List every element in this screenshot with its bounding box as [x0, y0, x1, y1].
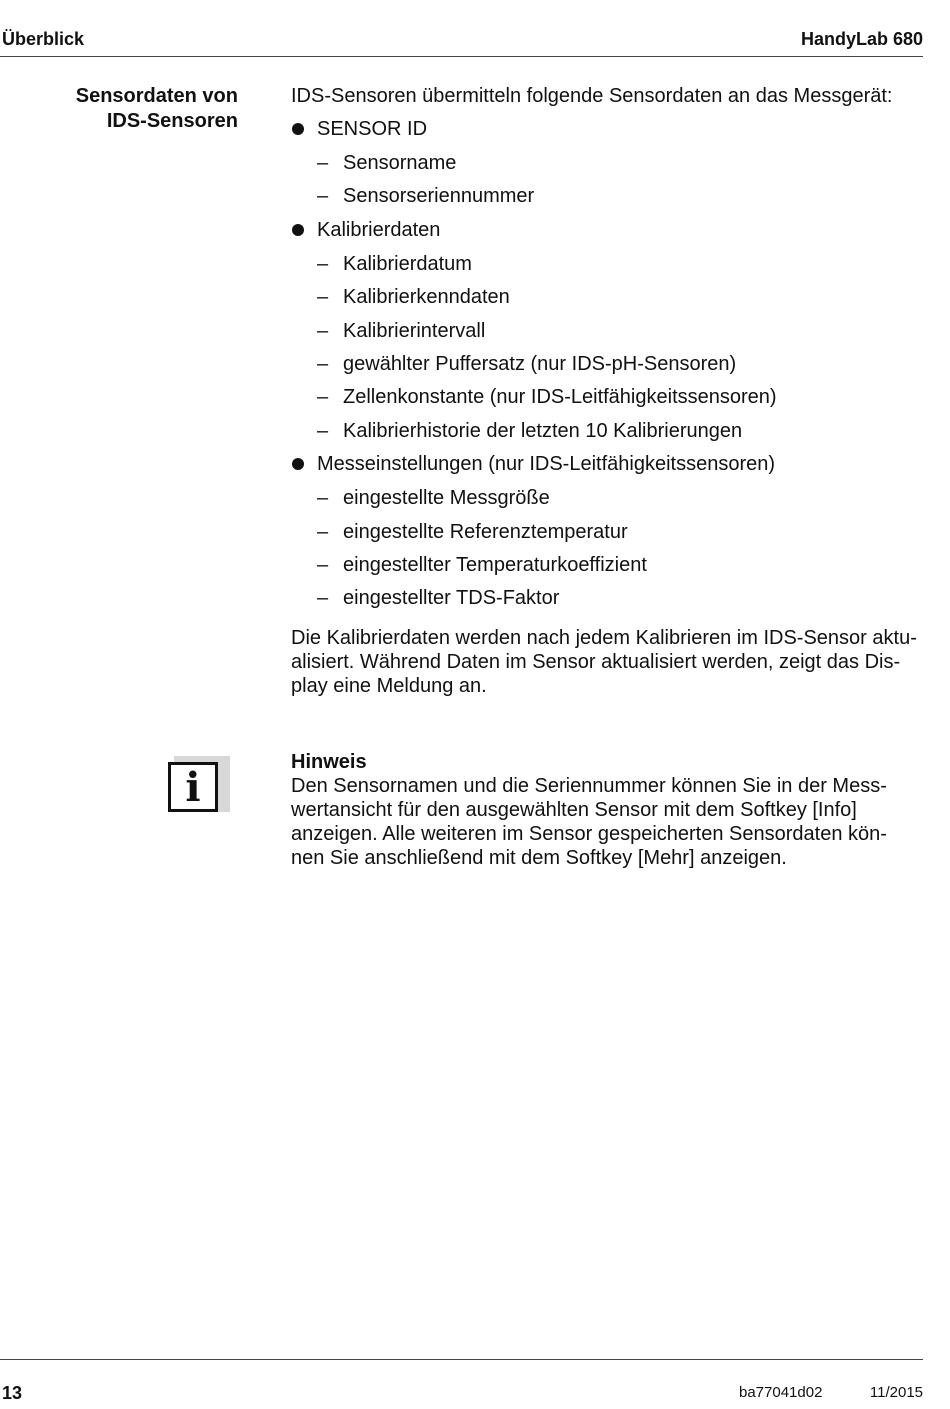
note-line: anzeigen. Alle weiteren im Sensor gespeicherten Sensordaten kön-	[291, 823, 887, 845]
page-footer	[0, 1359, 923, 1403]
sub-item	[291, 151, 924, 175]
sub-item-label: Kalibrierhistorie der letzten 10 Kalibrierungen	[343, 419, 743, 442]
header-section-title: Überblick	[2, 29, 85, 49]
bullet-item	[291, 117, 924, 141]
main-content	[291, 84, 924, 698]
bullet-item	[291, 452, 924, 476]
sub-item	[291, 184, 924, 208]
sub-item-label: Zellenkonstante (nur IDS-Leitfähigkeitssensoren)	[343, 386, 777, 409]
sub-item	[291, 586, 924, 610]
sub-item	[291, 486, 924, 510]
info-icon	[168, 756, 230, 818]
dash-icon: –	[317, 152, 329, 174]
sub-item	[291, 285, 924, 309]
note-block	[291, 750, 924, 870]
page-number: 13	[2, 1383, 23, 1403]
dash-icon: –	[317, 252, 329, 275]
dash-icon: –	[317, 286, 329, 309]
dash-icon: –	[317, 386, 329, 409]
side-heading-line: IDS-Sensoren	[106, 110, 238, 132]
dash-icon: –	[317, 587, 329, 610]
bullet-dot-icon	[292, 224, 304, 236]
bullet-label: Kalibrierdaten	[317, 218, 441, 241]
paragraph-line: Die Kalibrierdaten werden nach jedem Kalibrieren im IDS-Sensor aktu-	[291, 627, 917, 650]
info-icon-box	[168, 762, 218, 812]
note-title: Hinweis	[291, 751, 367, 773]
note-line: nen Sie anschließend mit dem Softkey [Mehr] anzeigen.	[291, 847, 787, 869]
sub-item	[291, 419, 924, 443]
sub-item-label: Kalibrierkenndaten	[343, 286, 510, 309]
sub-item	[291, 252, 924, 276]
page-header	[0, 26, 923, 57]
paragraph-line: play eine Meldung an.	[291, 675, 487, 698]
note-line: Den Sensornamen und die Seriennummer können Sie in der Mess-	[291, 775, 887, 797]
sub-item-label: eingestellter Temperaturkoeffizient	[343, 553, 647, 576]
sub-item-label: eingestellte Referenztemperatur	[343, 520, 628, 543]
bullet-label: SENSOR ID	[317, 118, 428, 140]
header-product-name: HandyLab 680	[800, 29, 923, 49]
document-date: 11/2015	[869, 1384, 923, 1401]
note-line: wertansicht für den ausgewählten Sensor mit dem Softkey [Info]	[291, 799, 857, 821]
dash-icon: –	[317, 419, 329, 442]
side-heading	[30, 84, 238, 134]
sub-item-label: Kalibrierintervall	[343, 319, 486, 342]
dash-icon: –	[317, 185, 329, 208]
bullet-item	[291, 218, 924, 242]
bullet-dot-icon	[292, 458, 304, 470]
sub-item-label: Sensorname	[343, 152, 457, 174]
sub-item	[291, 352, 924, 376]
document-code: ba77041d02	[739, 1384, 823, 1401]
sub-item-label: gewählter Puffersatz (nur IDS-pH-Sensoren)	[343, 352, 737, 375]
bullet-label: Messeinstellungen (nur IDS-Leitfähigkeitssensoren)	[317, 453, 776, 476]
bullet-dot-icon	[292, 123, 304, 135]
sub-item	[291, 520, 924, 544]
sub-item	[291, 319, 924, 343]
sub-item-label: eingestellter TDS-Faktor	[343, 587, 560, 610]
paragraph-line: alisiert. Während Daten im Sensor aktualisiert werden, zeigt das Dis-	[291, 651, 901, 674]
calibration-paragraph	[291, 626, 924, 698]
side-heading-line: Sensordaten von	[75, 85, 238, 107]
dash-icon: –	[317, 520, 329, 543]
dash-icon: –	[317, 487, 329, 510]
sub-item-label: Sensorseriennummer	[343, 185, 535, 208]
sub-item	[291, 385, 924, 409]
sub-item-label: Kalibrierdatum	[343, 252, 472, 275]
intro-text: IDS-Sensoren übermitteln folgende Sensordaten an das Messgerät:	[291, 85, 893, 107]
sub-item-label: eingestellte Messgröße	[343, 487, 550, 510]
dash-icon: –	[317, 352, 329, 375]
sub-item	[291, 553, 924, 577]
dash-icon: –	[317, 319, 329, 342]
dash-icon: –	[317, 553, 329, 576]
info-icon-glyph: i	[185, 764, 201, 811]
